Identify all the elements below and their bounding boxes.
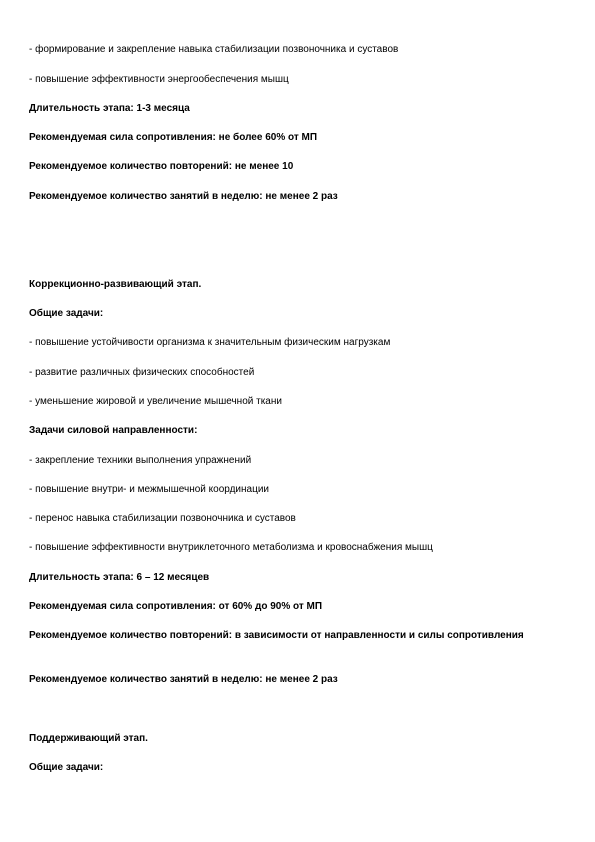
task-item-physical-abilities: - развитие различных физических способностей xyxy=(29,367,255,378)
task-item-stability: - повышение устойчивости организма к значительным физическим нагрузкам xyxy=(29,337,391,348)
recommended-resistance: Рекомендуемая сила сопротивления: не более 60% от МП xyxy=(29,132,318,143)
task-item-coordination: - повышение внутри- и межмышечной координации xyxy=(29,484,269,495)
recommended-sessions: Рекомендуемое количество занятий в неделю: не менее 2 раз xyxy=(29,674,338,685)
recommended-repetitions: Рекомендуемое количество повторений: в зависимости от направленности и силы сопротивления xyxy=(29,630,524,641)
stage-duration: Длительность этапа: 1-3 месяца xyxy=(29,103,190,114)
task-item-stabilization: - формирование и закрепление навыка стабилизации позвоночника и суставов xyxy=(29,44,399,55)
section-heading-maintenance: Поддерживающий этап. xyxy=(29,733,148,744)
task-item-transfer: - перенос навыка стабилизации позвоночника и суставов xyxy=(29,513,296,524)
general-tasks-heading: Общие задачи: xyxy=(29,762,104,773)
recommended-sessions: Рекомендуемое количество занятий в неделю: не менее 2 раз xyxy=(29,191,338,202)
general-tasks-heading: Общие задачи: xyxy=(29,308,104,319)
task-item-fat-muscle: - уменьшение жировой и увеличение мышечной ткани xyxy=(29,396,282,407)
task-item-metabolism: - повышение эффективности внутриклеточного метаболизма и кровоснабжения мышц xyxy=(29,542,433,553)
recommended-repetitions: Рекомендуемое количество повторений: не менее 10 xyxy=(29,161,294,172)
recommended-resistance: Рекомендуемая сила сопротивления: от 60% до 90% от МП xyxy=(29,601,323,612)
task-item-technique: - закрепление техники выполнения упражнений xyxy=(29,455,252,466)
section-heading-correction: Коррекционно-развивающий этап. xyxy=(29,279,202,290)
stage-duration: Длительность этапа: 6 – 12 месяцев xyxy=(29,572,210,583)
task-item-energy-supply: - повышение эффективности энергообеспечения мышц xyxy=(29,74,289,85)
strength-tasks-heading: Задачи силовой направленности: xyxy=(29,425,198,436)
